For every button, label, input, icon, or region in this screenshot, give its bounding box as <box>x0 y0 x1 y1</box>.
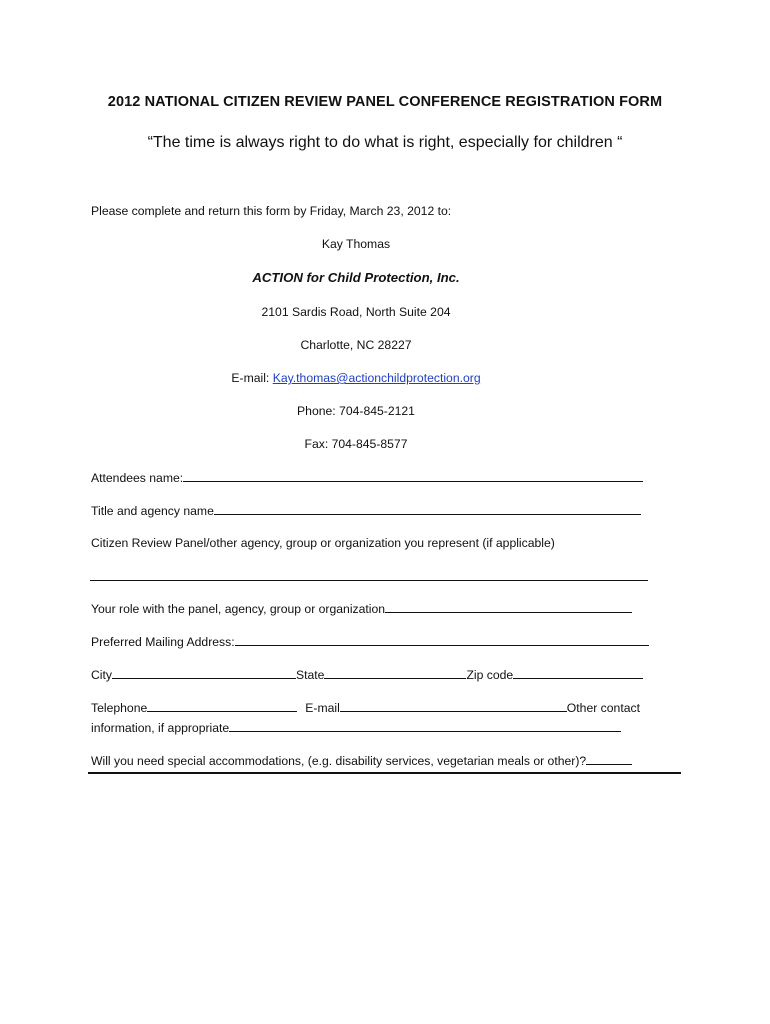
title-agency-input[interactable] <box>214 503 641 515</box>
address-line-2: Charlotte, NC 28227 <box>300 338 412 352</box>
other-contact-label-2: information, if appropriate <box>91 721 230 735</box>
zip-code-label: Zip code <box>466 668 514 682</box>
contact-name: Kay Thomas <box>321 237 391 251</box>
title-agency-field <box>91 503 641 518</box>
state-label: State <box>296 668 325 682</box>
contact-email-label: E-mail: <box>231 371 273 385</box>
other-contact-label: Other contact <box>566 701 640 715</box>
attendees-name-input[interactable] <box>183 470 643 482</box>
telephone-email-field <box>91 700 640 715</box>
accommodations-field <box>91 753 632 768</box>
panel-input[interactable] <box>90 580 648 581</box>
return-instructions: Please complete and return this form by Friday, March 23, 2012 to: <box>91 204 452 218</box>
title-agency-label: Title and agency name <box>91 504 214 518</box>
other-contact-input[interactable] <box>229 720 621 732</box>
mailing-address-field <box>91 634 649 649</box>
state-input[interactable] <box>324 667 466 679</box>
other-contact-field <box>91 720 621 735</box>
email-label: E-mail <box>305 701 340 715</box>
zip-code-input[interactable] <box>513 667 643 679</box>
accommodations-input[interactable] <box>586 753 632 765</box>
role-label: Your role with the panel, agency, group or organization <box>91 602 386 616</box>
mailing-address-label: Preferred Mailing Address: <box>91 635 235 649</box>
telephone-input[interactable] <box>147 700 297 712</box>
role-input[interactable] <box>385 601 632 613</box>
email-input[interactable] <box>340 700 567 712</box>
panel-label: Citizen Review Panel/other agency, group or organization you represent (if applicable) <box>91 536 555 550</box>
organization-name: ACTION for Child Protection, Inc. <box>252 270 460 285</box>
city-label: City <box>91 668 112 682</box>
form-title: 2012 NATIONAL CITIZEN REVIEW PANEL CONFERENCE REGISTRATION FORM <box>107 94 663 110</box>
mailing-address-input[interactable] <box>235 634 649 646</box>
contact-fax: Fax: 704-845-8577 <box>304 437 408 451</box>
city-state-zip-field <box>91 667 643 682</box>
attendees-label: Attendees name: <box>91 471 184 485</box>
contact-email-link[interactable]: Kay.thomas@actionchildprotection.org <box>272 371 481 385</box>
city-input[interactable] <box>112 667 296 679</box>
contact-phone: Phone: 704-845-2121 <box>297 404 415 418</box>
role-field <box>91 601 632 616</box>
telephone-label: Telephone <box>91 701 148 715</box>
form-motto: “The time is always right to do what is right, especially for children “ <box>147 134 623 151</box>
contact-email-line <box>0 371 712 385</box>
attendees-field <box>91 470 643 485</box>
accommodations-label: Will you need special accommodations, (e.g. disability services, vegetarian meals or other)? <box>91 754 587 768</box>
bottom-divider <box>88 772 681 774</box>
address-line-1: 2101 Sardis Road, North Suite 204 <box>261 305 451 319</box>
